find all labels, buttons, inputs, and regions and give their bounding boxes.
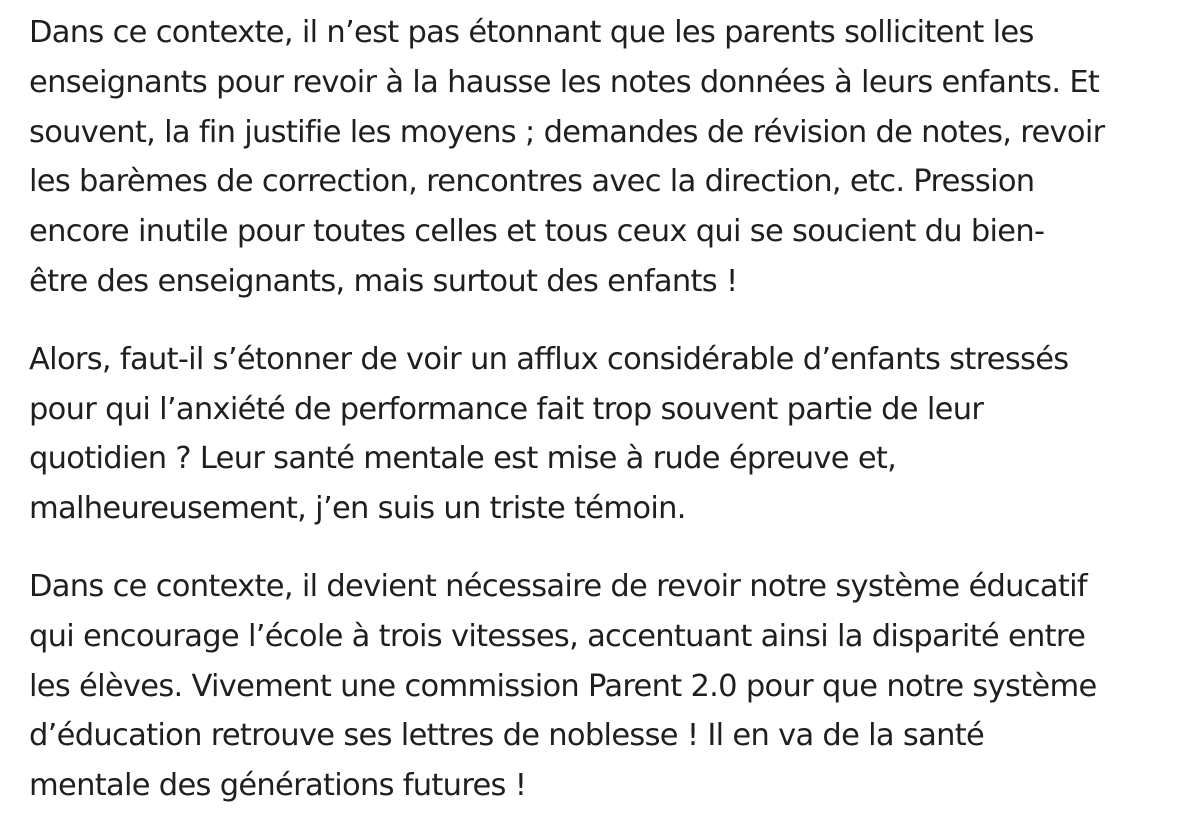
- text-line: enseignants pour revoir à la hausse les notes données à leurs enfants. Et: [29, 64, 1100, 100]
- text-line: être des enseignants, mais surtout des enfants !: [29, 263, 738, 299]
- text-line: les élèves. Vivement une commission Parent 2.0 pour que notre système: [29, 668, 1097, 704]
- text-line: encore inutile pour toutes celles et tous ceux qui se soucient du bien-: [29, 214, 1045, 250]
- text-line: pour qui l’anxiété de performance fait trop souvent partie de leur: [29, 391, 984, 427]
- text-line: Dans ce contexte, il devient nécessaire de revoir notre système éducatif: [29, 568, 1087, 604]
- text-line: qui encourage l’école à trois vitesses, accentuant ainsi la disparité entre: [29, 618, 1086, 654]
- paragraph-stressed-children: [29, 335, 1179, 534]
- text-line: Alors, faut-il s’étonner de voir un afflux considérable d’enfants stressés: [29, 341, 1069, 377]
- text-line: souvent, la fin justifie les moyens ; demandes de révision de notes, revoir: [29, 114, 1105, 150]
- text-line: malheureusement, j’en suis un triste témoin.: [29, 491, 686, 527]
- text-line: Dans ce contexte, il n’est pas étonnant que les parents sollicitent les: [29, 15, 1034, 50]
- article-body: [29, 8, 1179, 839]
- text-line: mentale des générations futures !: [29, 768, 527, 804]
- paragraph-education-reform: [29, 562, 1179, 811]
- text-line: quotidien ? Leur santé mentale est mise à rude épreuve et,: [29, 441, 897, 477]
- text-line: les barèmes de correction, rencontres avec la direction, etc. Pression: [29, 164, 1035, 200]
- paragraph-parental-pressure: [29, 8, 1179, 307]
- text-line: d’éducation retrouve ses lettres de noblesse ! Il en va de la santé: [29, 718, 985, 754]
